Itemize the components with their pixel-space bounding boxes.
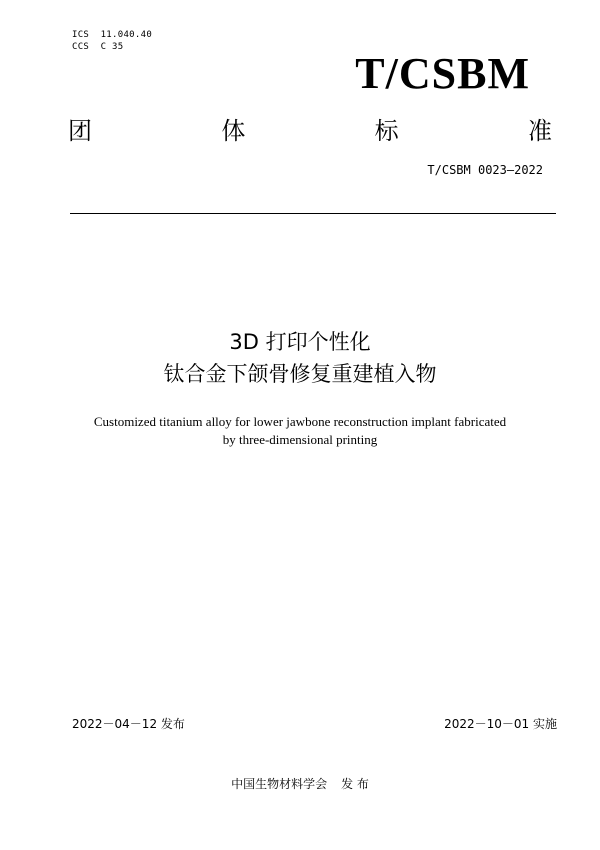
issue-date: 2022－04－12 发布	[72, 717, 185, 731]
standard-logo: T/CSBM	[355, 49, 530, 98]
publisher-org: 中国生物材料学会	[231, 777, 328, 791]
ics-code: ICS 11.040.40	[72, 30, 153, 40]
english-title	[0, 413, 600, 449]
english-title-line-1: Customized titanium alloy for lower jawbone reconstruction implant fabricated	[93, 414, 507, 429]
standard-type-char: 标	[374, 117, 399, 145]
standard-type-heading	[68, 116, 552, 146]
standard-number: T/CSBM 0023—2022	[427, 163, 543, 177]
chinese-title-line-2: 钛合金下颌骨修复重建植入物	[163, 362, 437, 386]
implementation-date: 2022－10－01 实施	[444, 717, 557, 731]
standard-type-char: 准	[527, 117, 552, 145]
publisher-line	[0, 776, 600, 792]
ccs-code: CCS C 35	[72, 42, 124, 52]
header-divider	[70, 213, 556, 214]
english-title-line-2: by three-dimensional printing	[222, 432, 378, 447]
publisher-action: 发 布	[341, 777, 369, 791]
footer-divider	[70, 738, 556, 739]
classification-codes	[72, 29, 152, 53]
chinese-title	[0, 326, 600, 390]
standard-type-char: 体	[221, 117, 246, 145]
standard-type-char: 团	[68, 117, 92, 145]
chinese-title-line-1: 3D 打印个性化	[229, 330, 371, 354]
